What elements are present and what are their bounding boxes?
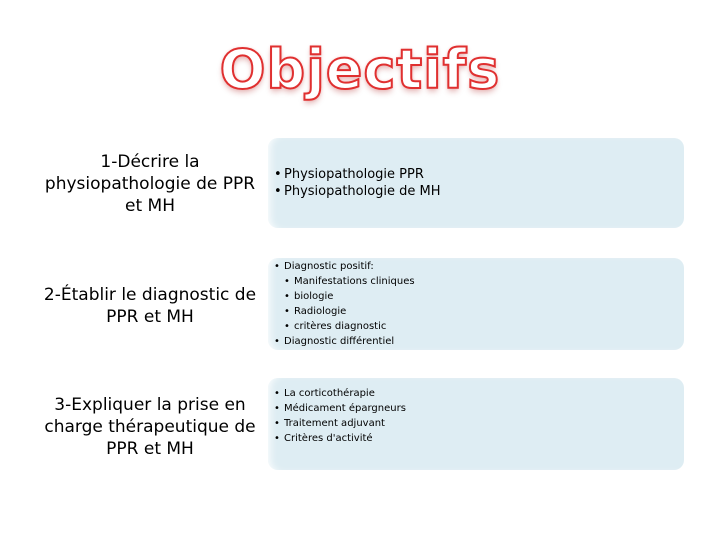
objective-1-label: 1-Décrire la physiopathologie de PPR et MH (44, 152, 256, 216)
slide-title: Objectifs (219, 38, 501, 101)
bullet-text: Physiopathologie PPR (284, 167, 424, 182)
bullet-dot: • (274, 418, 280, 429)
bullet-dot: • (284, 291, 290, 302)
bullet-dot: • (284, 276, 290, 287)
bullet-text: Radiologie (294, 306, 347, 317)
bullet-item (274, 431, 684, 446)
bullet-text: Diagnostic différentiel (284, 336, 395, 347)
bullet-text: Physiopathologie de MH (284, 184, 441, 199)
objective-3-panel (268, 378, 684, 470)
bullet-dot: • (274, 167, 282, 182)
bullet-item (274, 183, 684, 200)
bullet-text: La corticothérapie (284, 388, 375, 399)
bullet-dot: • (274, 261, 280, 272)
bullet-dot: • (284, 306, 290, 317)
bullet-item (274, 166, 684, 183)
bullet-text: Médicament épargneurs (284, 403, 406, 414)
bullet-dot: • (274, 336, 280, 347)
objective-3-label: 3-Expliquer la prise en charge thérapeutique de PPR et MH (44, 395, 256, 459)
bullet-text: Diagnostic positif: (284, 261, 374, 272)
objective-2-label: 2-Établir le diagnostic de PPR et MH (43, 285, 257, 327)
bullet-text: Manifestations cliniques (294, 276, 415, 287)
bullet-dot: • (274, 433, 280, 444)
bullet-item (274, 289, 684, 304)
bullet-text: Critères d'activité (284, 433, 373, 444)
bullet-dot: • (284, 321, 290, 332)
bullet-item (274, 304, 684, 319)
bullet-item (274, 416, 684, 431)
bullet-item (274, 319, 684, 334)
bullet-dot: • (274, 388, 280, 399)
bullet-item (274, 386, 684, 401)
bullet-text: biologie (294, 291, 334, 302)
bullet-dot: • (274, 403, 280, 414)
bullet-item (274, 259, 684, 274)
bullet-item (274, 334, 684, 349)
bullet-item (274, 401, 684, 416)
bullet-text: critères diagnostic (294, 321, 387, 332)
objective-2-panel (268, 258, 684, 350)
bullet-item (274, 274, 684, 289)
bullet-text: Traitement adjuvant (284, 418, 385, 429)
objective-1-panel (268, 138, 684, 228)
bullet-dot: • (274, 184, 282, 199)
